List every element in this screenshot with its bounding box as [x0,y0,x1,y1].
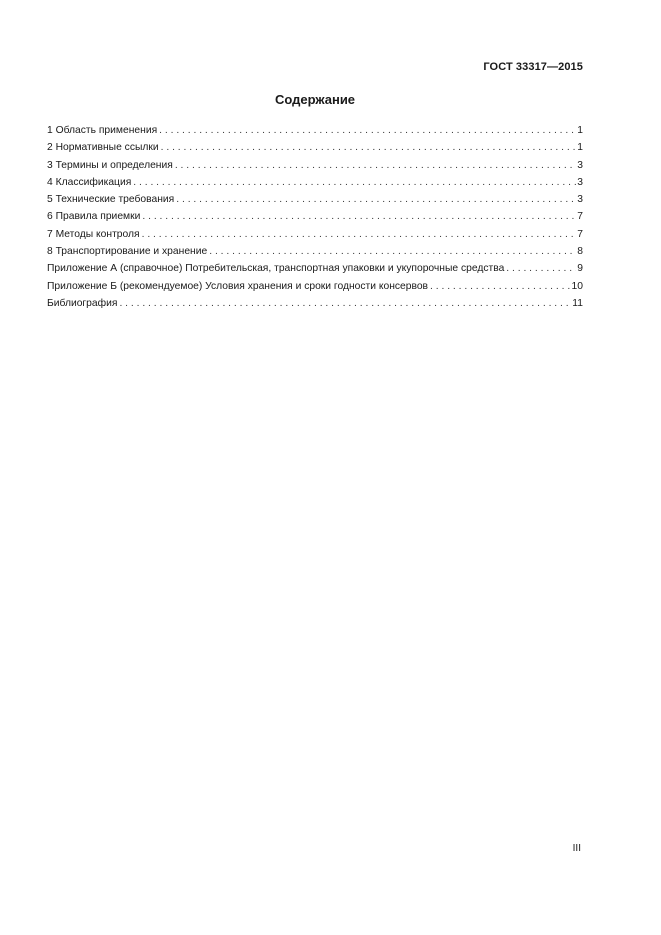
toc-entry-label: 6 Правила приемки [47,211,141,223]
toc-entry-page: 1 [577,142,583,154]
toc-entry-page: 7 [577,228,583,240]
toc-entry-label: 2 Нормативные ссылки [47,142,159,154]
toc-entry-label: Приложение Б (рекомендуемое) Условия хранения и сроки годности консервов [47,280,429,292]
toc-entry-page: 3 [577,176,583,188]
toc-dot-leader [142,228,577,241]
toc-dot-leader [133,176,576,189]
toc-entry-label: 3 Термины и определения [47,159,173,171]
toc-entry[interactable] [47,297,583,314]
toc-dot-leader [119,297,571,310]
toc-entry-label: 7 Методы контроля [47,228,140,240]
document-code: ГОСТ 33317—2015 [483,61,583,73]
toc-entry-label: 4 Классификация [47,176,132,188]
toc-dot-leader [176,193,576,206]
toc-dot-leader [506,262,576,275]
toc-entry[interactable] [47,141,583,158]
toc-dot-leader [159,124,576,137]
toc-title: Содержание [274,92,356,107]
toc-entry[interactable] [47,210,583,227]
toc-entry[interactable] [47,228,583,245]
toc-entry[interactable] [47,193,583,210]
toc-entry-page: 9 [577,263,583,275]
toc-dot-leader [175,159,576,172]
toc-entry-label: 1 Область применения [47,125,158,136]
toc-entry-label: Библиография [47,297,118,309]
toc-dot-leader [430,280,571,293]
toc-entry[interactable] [47,159,583,176]
toc-entry-label: Приложение А (справочное) Потребительская, транспортная упаковки и укупорочные средства [47,263,505,275]
toc-entry-page: 1 [577,125,583,136]
toc-entry-page: 11 [572,297,583,309]
toc-entry-label: 8 Транспортирование и хранение [47,246,208,258]
toc-dot-leader [161,141,577,154]
toc-entry-page: 3 [577,194,583,206]
toc-entry[interactable] [47,262,583,279]
toc-dot-leader [209,245,576,258]
toc-entry[interactable] [47,176,583,193]
page-number: III [572,843,581,854]
toc-entry-page: 8 [577,246,583,258]
toc-entry-label: 5 Технические требования [47,194,175,206]
toc-entry-page: 10 [571,280,583,292]
toc-entry[interactable] [47,280,583,297]
toc-dot-leader [142,210,576,223]
toc-entry[interactable] [47,124,583,141]
toc-entry-page: 7 [577,211,583,223]
toc-entry-page: 3 [577,159,583,171]
table-of-contents [47,124,583,314]
toc-entry[interactable] [47,245,583,262]
